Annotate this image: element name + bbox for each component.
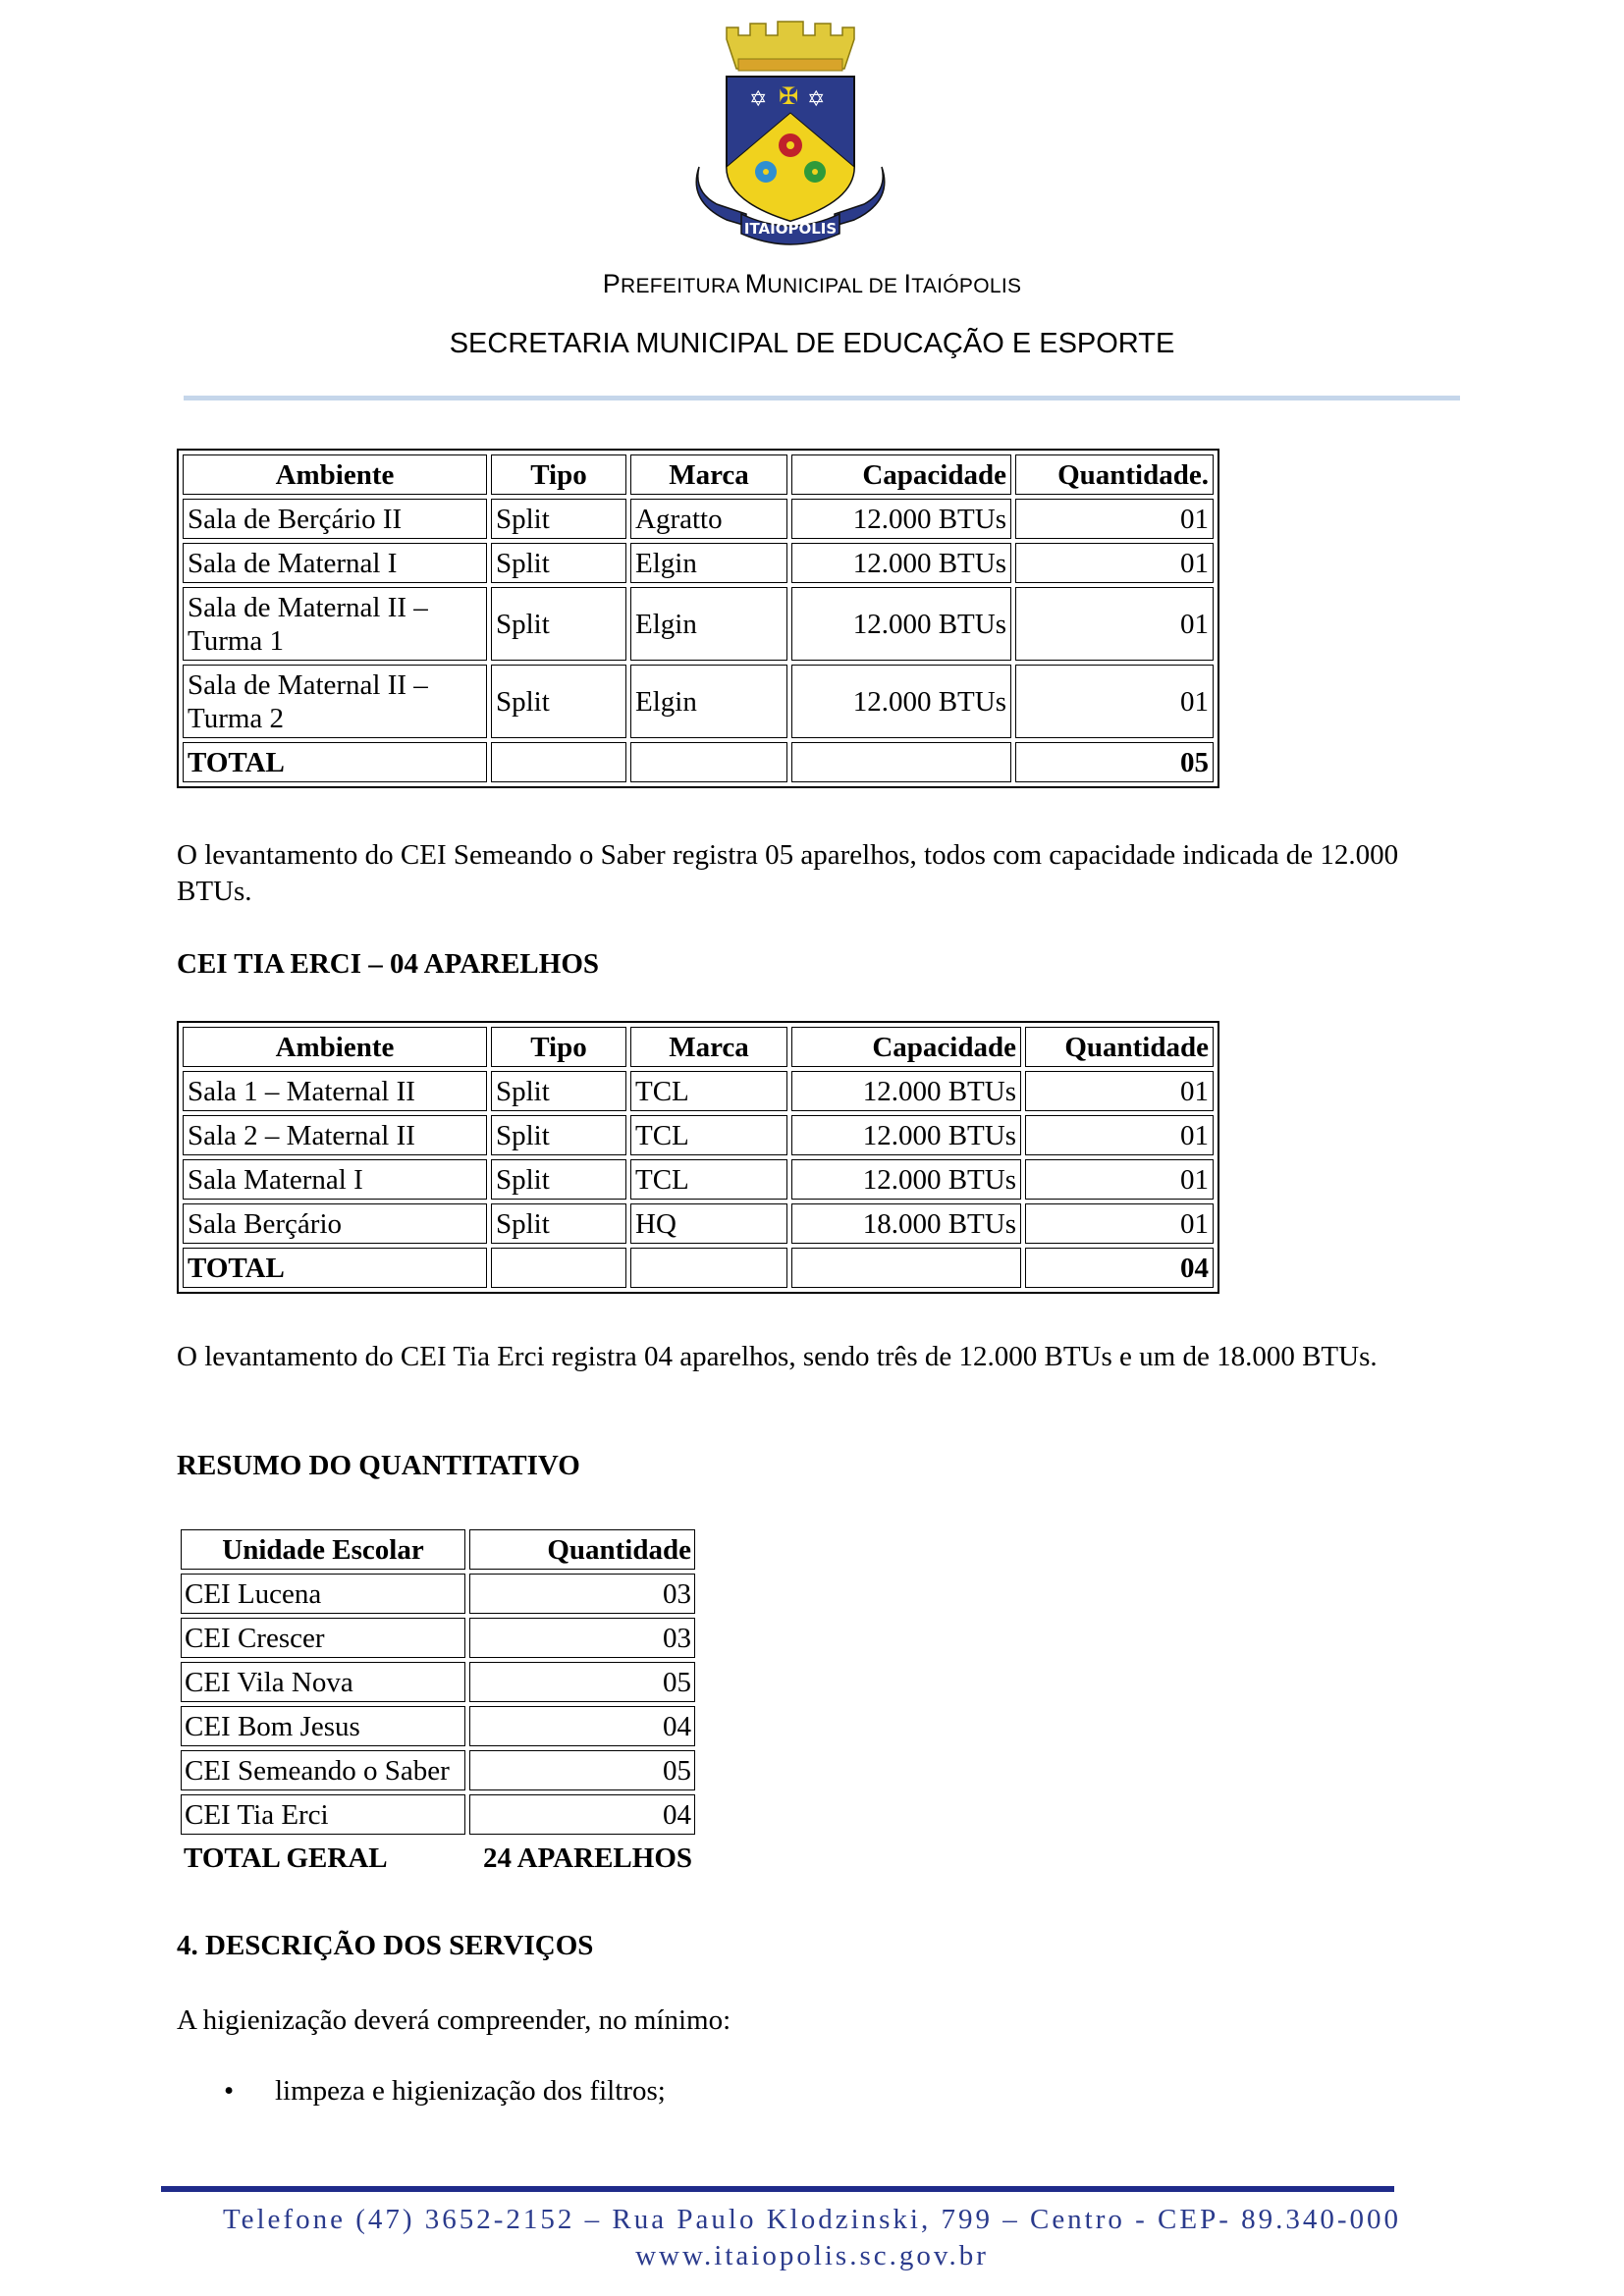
- table-row: [183, 665, 1214, 738]
- cell-tipo: Split: [491, 499, 626, 539]
- cell-capacidade: 18.000 BTUs: [791, 1203, 1021, 1244]
- col-header-tipo: Tipo: [491, 1027, 626, 1067]
- empty-cell: [491, 742, 626, 782]
- header-word-taiopolis: TAIÓPOLIS: [911, 275, 1022, 297]
- cell-capacidade: 12.000 BTUs: [791, 543, 1011, 583]
- table-row: [181, 1618, 695, 1658]
- cell-unidade: CEI Crescer: [181, 1618, 465, 1658]
- header-divider: [184, 396, 1460, 400]
- total-value: 05: [1015, 742, 1214, 782]
- cell-capacidade: 12.000 BTUs: [791, 1115, 1021, 1155]
- table-row: [181, 1662, 695, 1702]
- cell-ambiente: Sala de Berçário II: [183, 499, 487, 539]
- cell-unidade: CEI Lucena: [181, 1574, 465, 1614]
- col-header-capacidade: Capacidade: [791, 1027, 1021, 1067]
- table-row: [183, 543, 1214, 583]
- table-row: [181, 1706, 695, 1746]
- cell-ambiente: Sala Berçário: [183, 1203, 487, 1244]
- bullet-item: limpeza e higienização dos filtros;: [275, 2075, 666, 2107]
- table-total-row: [183, 1248, 1214, 1288]
- cell-capacidade: 12.000 BTUs: [791, 665, 1011, 738]
- cell-marca: Agratto: [630, 499, 787, 539]
- cell-marca: TCL: [630, 1071, 787, 1111]
- table-row: [181, 1574, 695, 1614]
- empty-cell: [630, 1248, 787, 1288]
- equipment-table-tia-erci: [177, 1021, 1219, 1294]
- cell-quantidade: 01: [1025, 1203, 1214, 1244]
- cell-tipo: Split: [491, 543, 626, 583]
- cell-marca: Elgin: [630, 543, 787, 583]
- cell-capacidade: 12.000 BTUs: [791, 587, 1011, 661]
- cell-marca: Elgin: [630, 587, 787, 661]
- table-row: [181, 1794, 695, 1835]
- svg-text:✡: ✡: [807, 87, 826, 112]
- section-heading-tia-erci: CEI TIA ERCI – 04 APARELHOS: [177, 948, 600, 980]
- cell-marca: Elgin: [630, 665, 787, 738]
- cell-quantidade: 05: [469, 1750, 695, 1790]
- cell-marca: TCL: [630, 1159, 787, 1200]
- cell-quantidade: 03: [469, 1618, 695, 1658]
- col-header-ambiente: Ambiente: [183, 1027, 487, 1067]
- svg-text:✡: ✡: [749, 87, 768, 112]
- header-initial-p: P: [602, 269, 622, 298]
- section-heading-resumo: RESUMO DO QUANTITATIVO: [177, 1450, 580, 1481]
- table-total-row: [183, 742, 1214, 782]
- table-row: [183, 587, 1214, 661]
- total-label: TOTAL: [183, 1248, 487, 1288]
- empty-cell: [491, 1248, 626, 1288]
- cell-tipo: Split: [491, 1071, 626, 1111]
- table-total-row: [181, 1839, 695, 1877]
- cell-ambiente: Sala Maternal I: [183, 1159, 487, 1200]
- summary-table: [177, 1525, 699, 1881]
- cell-marca: TCL: [630, 1115, 787, 1155]
- paragraph-tia-erci-summary: O levantamento do CEI Tia Erci registra 04 aparelhos, sendo três de 12.000 BTUs e um de 18.000 BTUs.: [177, 1341, 1378, 1372]
- cell-quantidade: 01: [1015, 499, 1214, 539]
- empty-cell: [791, 742, 1011, 782]
- cell-quantidade: 01: [1015, 587, 1214, 661]
- paragraph-semeando-summary: O levantamento do CEI Semeando o Saber registra 05 aparelhos, todos com capacidade indicada de 12.000 BTUs.: [177, 839, 1399, 907]
- paragraph-higienizacao: A higienização deverá compreender, no mínimo:: [177, 2004, 731, 2036]
- cell-quantidade: 04: [469, 1794, 695, 1835]
- cell-tipo: Split: [491, 1159, 626, 1200]
- footer-address: Telefone (47) 3652-2152 – Rua Paulo Klodzinski, 799 – Centro - CEP- 89.340-000: [222, 2204, 1402, 2235]
- header-line-1: [0, 269, 1624, 299]
- header-initial-i: I: [903, 269, 912, 298]
- coat-of-arms-logo: [687, 20, 893, 245]
- cell-ambiente: Sala 1 – Maternal II: [183, 1071, 487, 1111]
- col-header-unidade: Unidade Escolar: [181, 1529, 465, 1570]
- cell-tipo: Split: [491, 665, 626, 738]
- header-line-2: SECRETARIA MUNICIPAL DE EDUCAÇÃO E ESPORTE: [449, 328, 1175, 359]
- total-value: 04: [1025, 1248, 1214, 1288]
- cell-tipo: Split: [491, 1115, 626, 1155]
- total-label: TOTAL: [183, 742, 487, 782]
- cell-quantidade: 01: [1025, 1071, 1214, 1111]
- cell-capacidade: 12.000 BTUs: [791, 499, 1011, 539]
- cell-capacidade: 12.000 BTUs: [791, 1071, 1021, 1111]
- table-row: [183, 1159, 1214, 1200]
- cell-quantidade: 01: [1015, 665, 1214, 738]
- footer-divider: [161, 2186, 1394, 2192]
- table-row: [183, 1115, 1214, 1155]
- total-geral-label: TOTAL GERAL: [184, 1842, 388, 1874]
- empty-cell: [630, 742, 787, 782]
- header-initial-m: M: [744, 269, 768, 298]
- col-header-tipo: Tipo: [491, 454, 626, 495]
- section-heading-descricao: 4. DESCRIÇÃO DOS SERVIÇOS: [177, 1930, 594, 1961]
- cell-ambiente: Sala de Maternal I: [183, 543, 487, 583]
- table-row: [183, 1203, 1214, 1244]
- cell-ambiente: Sala de Maternal II – Turma 1: [183, 587, 487, 661]
- table-header-row: [181, 1529, 695, 1570]
- table-header-row: [183, 1027, 1214, 1067]
- cell-quantidade: 01: [1015, 543, 1214, 583]
- col-header-quantidade: Quantidade: [469, 1529, 695, 1570]
- cell-unidade: CEI Vila Nova: [181, 1662, 465, 1702]
- equipment-table-semeando: [177, 449, 1219, 788]
- col-header-ambiente: Ambiente: [183, 454, 487, 495]
- svg-text:✠: ✠: [779, 82, 799, 110]
- col-header-marca: Marca: [630, 454, 787, 495]
- col-header-capacidade: Capacidade: [791, 454, 1011, 495]
- table-header-row: [183, 454, 1214, 495]
- table-row: [183, 1071, 1214, 1111]
- cell-tipo: Split: [491, 587, 626, 661]
- table-row: [181, 1750, 695, 1790]
- cell-tipo: Split: [491, 1203, 626, 1244]
- cell-unidade: CEI Tia Erci: [181, 1794, 465, 1835]
- coat-of-arms-banner: ITAIOPOLIS: [743, 220, 838, 238]
- col-header-quantidade: Quantidade.: [1015, 454, 1214, 495]
- cell-ambiente: Sala de Maternal II – Turma 2: [183, 665, 487, 738]
- cell-quantidade: 01: [1025, 1159, 1214, 1200]
- footer-website: www.itaiopolis.sc.gov.br: [635, 2240, 989, 2271]
- cell-capacidade: 12.000 BTUs: [791, 1159, 1021, 1200]
- cell-quantidade: 01: [1025, 1115, 1214, 1155]
- total-geral-value: 24 APARELHOS: [483, 1842, 692, 1874]
- header-word-refeitura: REFEITURA: [621, 275, 745, 297]
- cell-ambiente: Sala 2 – Maternal II: [183, 1115, 487, 1155]
- empty-cell: [791, 1248, 1021, 1288]
- col-header-quantidade: Quantidade: [1025, 1027, 1214, 1067]
- cell-quantidade: 04: [469, 1706, 695, 1746]
- bullet-marker: •: [224, 2075, 235, 2107]
- header-word-unicipal: UNICIPAL DE: [767, 275, 904, 297]
- col-header-marca: Marca: [630, 1027, 787, 1067]
- cell-marca: HQ: [630, 1203, 787, 1244]
- cell-unidade: CEI Bom Jesus: [181, 1706, 465, 1746]
- cell-unidade: CEI Semeando o Saber: [181, 1750, 465, 1790]
- table-row: [183, 499, 1214, 539]
- cell-quantidade: 03: [469, 1574, 695, 1614]
- cell-quantidade: 05: [469, 1662, 695, 1702]
